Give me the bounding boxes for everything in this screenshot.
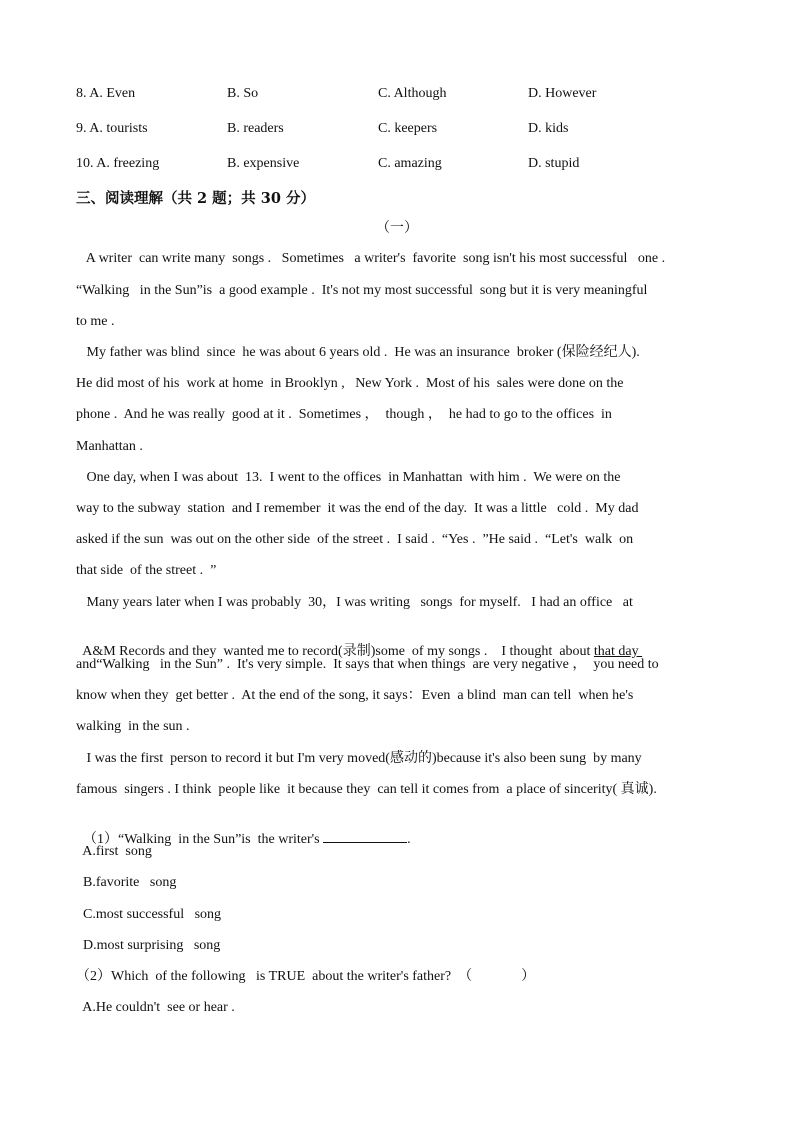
choice-a: A.He couldn't see or hear .: [76, 1000, 235, 1015]
option-8-a: 8. A. Even: [76, 86, 136, 101]
passage-text: A&M Records and they wanted me to record(录制)some of my songs . I thought about: [82, 644, 594, 659]
passage-line: I was the first person to record it but I'm very moved(感动的)because it's also been sung by many: [76, 751, 642, 766]
passage-line: Manhattan .: [76, 439, 143, 454]
option-8-c: C. Although: [378, 86, 447, 101]
passage-line: He did most of his work at home in Brooklyn , New York . Most of his sales were done on the: [76, 376, 624, 391]
underlined-phrase: that day: [593, 644, 643, 659]
passage-line: know when they get better . At the end of the song, it says：Even a blind man can tell when he's: [76, 688, 634, 703]
choice-b: B.favorite song: [76, 875, 177, 890]
option-10-c: C. amazing: [378, 156, 442, 171]
passage-line: Many years later when I was probably 30，I was writing songs for myself. I had an office at: [76, 595, 633, 610]
passage-line: My father was blind since he was about 6 years old . He was an insurance broker (保险经纪人).: [76, 345, 640, 360]
passage-line: One day, when I was about 13. I went to the offices in Manhattan with him . We were on the: [76, 470, 621, 485]
passage-line: “Walking in the Sun”is a good example . It's not my most successful song but it is very meaningful: [76, 283, 648, 298]
passage-line: to me .: [76, 314, 115, 329]
choice-d: D.most surprising song: [76, 938, 221, 953]
choice-c: C.most successful song: [76, 907, 222, 922]
passage-line: and“Walking in the Sun” . It's very simple. It says that when things are very negative ， you need to: [76, 657, 659, 672]
passage-number: （一）: [376, 221, 418, 236]
question-2: （2）Which of the following is TRUE about the writer's father? （ ）: [76, 969, 536, 984]
option-9-b: B. readers: [227, 121, 284, 136]
option-10-b: B. expensive: [227, 156, 300, 171]
passage-line: way to the subway station and I remember it was the end of the day. It was a little cold . My dad: [76, 501, 639, 516]
section-title: 三、阅读理解（共 2 题；共 30 分）: [76, 190, 315, 207]
option-9-c: C. keepers: [378, 121, 438, 136]
answer-blank: [323, 830, 407, 843]
question-1-text: （1）“Walking in the Sun”is the writer's: [83, 832, 324, 847]
option-9-d: D. kids: [528, 121, 569, 136]
passage-line: phone . And he was really good at it . Sometimes ， though ， he had to go to the offices in: [76, 407, 612, 422]
passage-line: walking in the sun .: [76, 719, 190, 734]
option-10-d: D. stupid: [528, 156, 580, 171]
passage-line: asked if the sun was out on the other side of the street . I said . “Yes . ”He said . “Let's walk on: [76, 532, 634, 547]
option-8-d: D. However: [528, 86, 597, 101]
passage-line: famous singers . I think people like it because they can tell it comes from a place of sincerity( 真诚).: [76, 782, 657, 797]
option-10-a: 10. A. freezing: [76, 156, 160, 171]
choice-a: A.first song: [76, 844, 152, 859]
passage-line: that side of the street . ”: [76, 563, 217, 578]
option-8-b: B. So: [227, 86, 259, 101]
question-1-end: .: [407, 832, 411, 847]
option-9-a: 9. A. tourists: [76, 121, 148, 136]
passage-line: A writer can write many songs . Sometimes a writer's favorite song isn't his most successful one .: [76, 251, 666, 266]
